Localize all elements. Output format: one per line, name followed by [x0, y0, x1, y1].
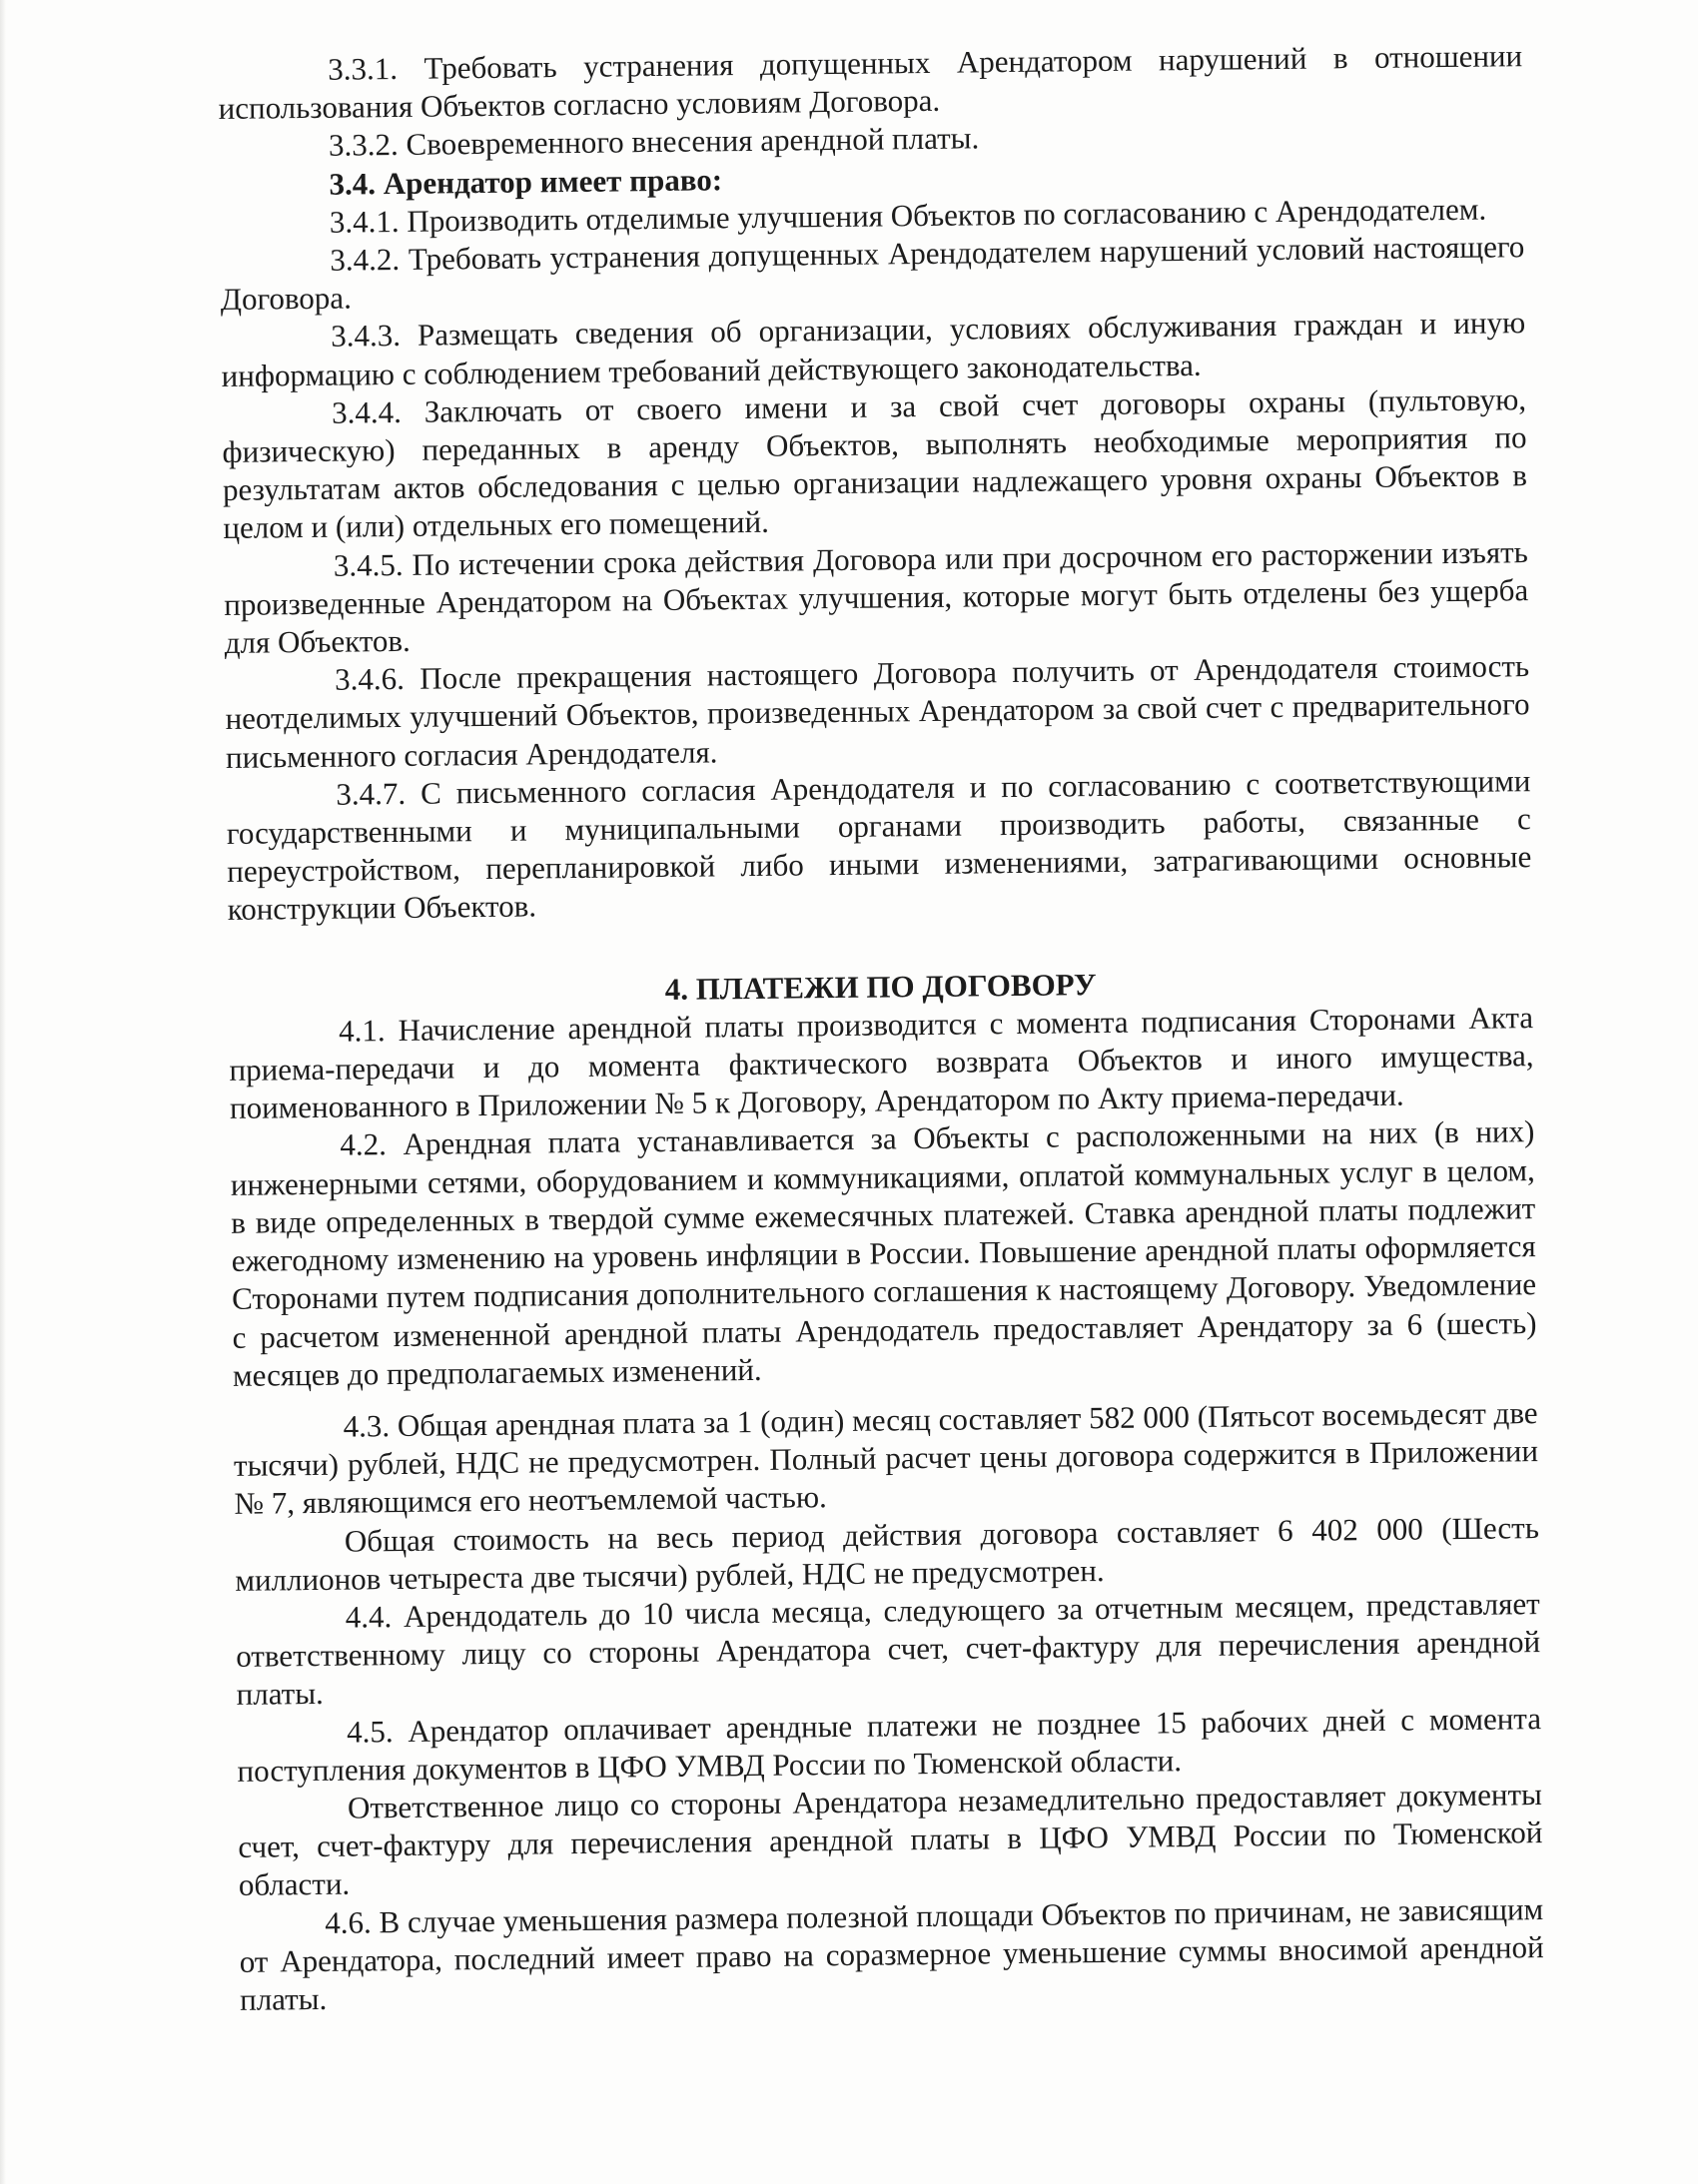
- clause-3-4-6: 3.4.6. После прекращения настоящего Договора получить от Арендодателя стоимость неотделимых улучшений Объектов, произведенных Арендатором за свой счет с предварительного письменного согласия Арендодателя.: [225, 648, 1530, 775]
- clause-4-3: 4.3. Общая арендная плата за 1 (один) месяц составляет 582 000 (Пятьсот восемьдесят две тысячи) рублей, НДС не предусмотрен. Полный расчет цены договора содержится в Приложении № 7, являющимся его неотъемлемой частью.: [233, 1395, 1539, 1522]
- clause-3-4-2: 3.4.2. Требовать устранения допущенных Арендодателем нарушений условий настоящего Договора.: [220, 229, 1525, 318]
- clause-3-3-1: 3.3.1. Требовать устранения допущенных Арендатором нарушений в отношении использования Объектов согласно условиям Договора.: [218, 38, 1523, 127]
- clause-4-4: 4.4. Арендодатель до 10 числа месяца, следующего за отчетным месяцем, представляет ответственному лицу со стороны Арендатора счет, счет-фактуру для перечисления арендной платы.: [236, 1586, 1541, 1713]
- clause-3-4-7: 3.4.7. С письменного согласия Арендодателя и по согласованию с соответствующими государственными и муниципальными органами производить работы, связанные с переустройством, перепланировкой либо иными изменениями, затрагивающими основные конструкции Объектов.: [226, 762, 1532, 928]
- document-body: [218, 37, 1544, 2019]
- clause-3-4-3: 3.4.3. Размещать сведения об организации, условиях обслуживания граждан и иную информацию с соблюдением требований действующего законодательства.: [221, 305, 1526, 393]
- clause-4-5: 4.5. Арендатор оплачивает арендные платежи не позднее 15 рабочих дней с момента поступления документов в ЦФО УМВД России по Тюменской области.: [237, 1700, 1542, 1789]
- clause-4-5-responsible: Ответственное лицо со стороны Арендатора незамедлительно предоставляет документы счет, счет-фактуру для перечисления арендной платы в ЦФО УМВД России по Тюменской области.: [238, 1777, 1543, 1903]
- scan-edge: [0, 0, 6, 2184]
- section-heading-payments: 4. ПЛАТЕЖИ ПО ДОГОВОРУ: [664, 966, 1097, 1007]
- clause-3-4-1: 3.4.1. Производить отделимые улучшения Объектов по согласованию с Арендодателем.: [329, 191, 1487, 240]
- clause-4-2: 4.2. Арендная плата устанавливается за Объекты с расположенными на них (в них) инженерными сетями, оборудованием и коммуникациями, оплатой коммунальных услуг в целом, в виде определенных в твердой сумме ежемесячных платежей. Ставка арендной платы подлежит ежегодному изменению на уровень инфляции в России. Повышение арендной платы оформляется Сторонами путем подписания дополнительного соглашения к настоящему Договору. Уведомление с расчетом измененной арендной платы Арендодатель предоставляет Арендатору за 6 (шесть) месяцев до предполагаемых изменений.: [230, 1113, 1537, 1393]
- clause-4-3-total: Общая стоимость на весь период действия договора составляет 6 402 000 (Шесть миллионов четыреста две тысячи) рублей, НДС не предусмотрен.: [235, 1509, 1540, 1598]
- clause-3-3-2: 3.3.2. Своевременного внесения арендной платы.: [328, 120, 980, 164]
- clause-3-4-5: 3.4.5. По истечении срока действия Договора или при досрочном его расторжении изъять произведенные Арендатором на Объектах улучшения, которые могут быть отделены без ущерба для Объектов.: [224, 533, 1529, 661]
- clause-3-4-heading: 3.4. Арендатор имеет право:: [329, 161, 723, 202]
- clause-4-1: 4.1. Начисление арендной платы производится с момента подписания Сторонами Акта приема-передачи и до момента фактического возврата Объектов и иного имущества, поименованного в Приложении № 5 к Договору, Арендатором по Акту приема-передачи.: [229, 999, 1534, 1126]
- clause-4-6: 4.6. В случае уменьшения размера полезной площади Объектов по причинам, не зависящим от Арендатора, последний имеет право на соразмерное уменьшение суммы вносимой арендной платы.: [239, 1890, 1544, 2017]
- clause-3-4-4: 3.4.4. Заключать от своего имени и за свой счет договоры охраны (пультовую, физическую) переданных в аренду Объектов, выполнять необходимые мероприятия по результатам актов обследования с целью организации надлежащего уровня охраны Объектов в целом и (или) отдельных его помещений.: [222, 380, 1528, 546]
